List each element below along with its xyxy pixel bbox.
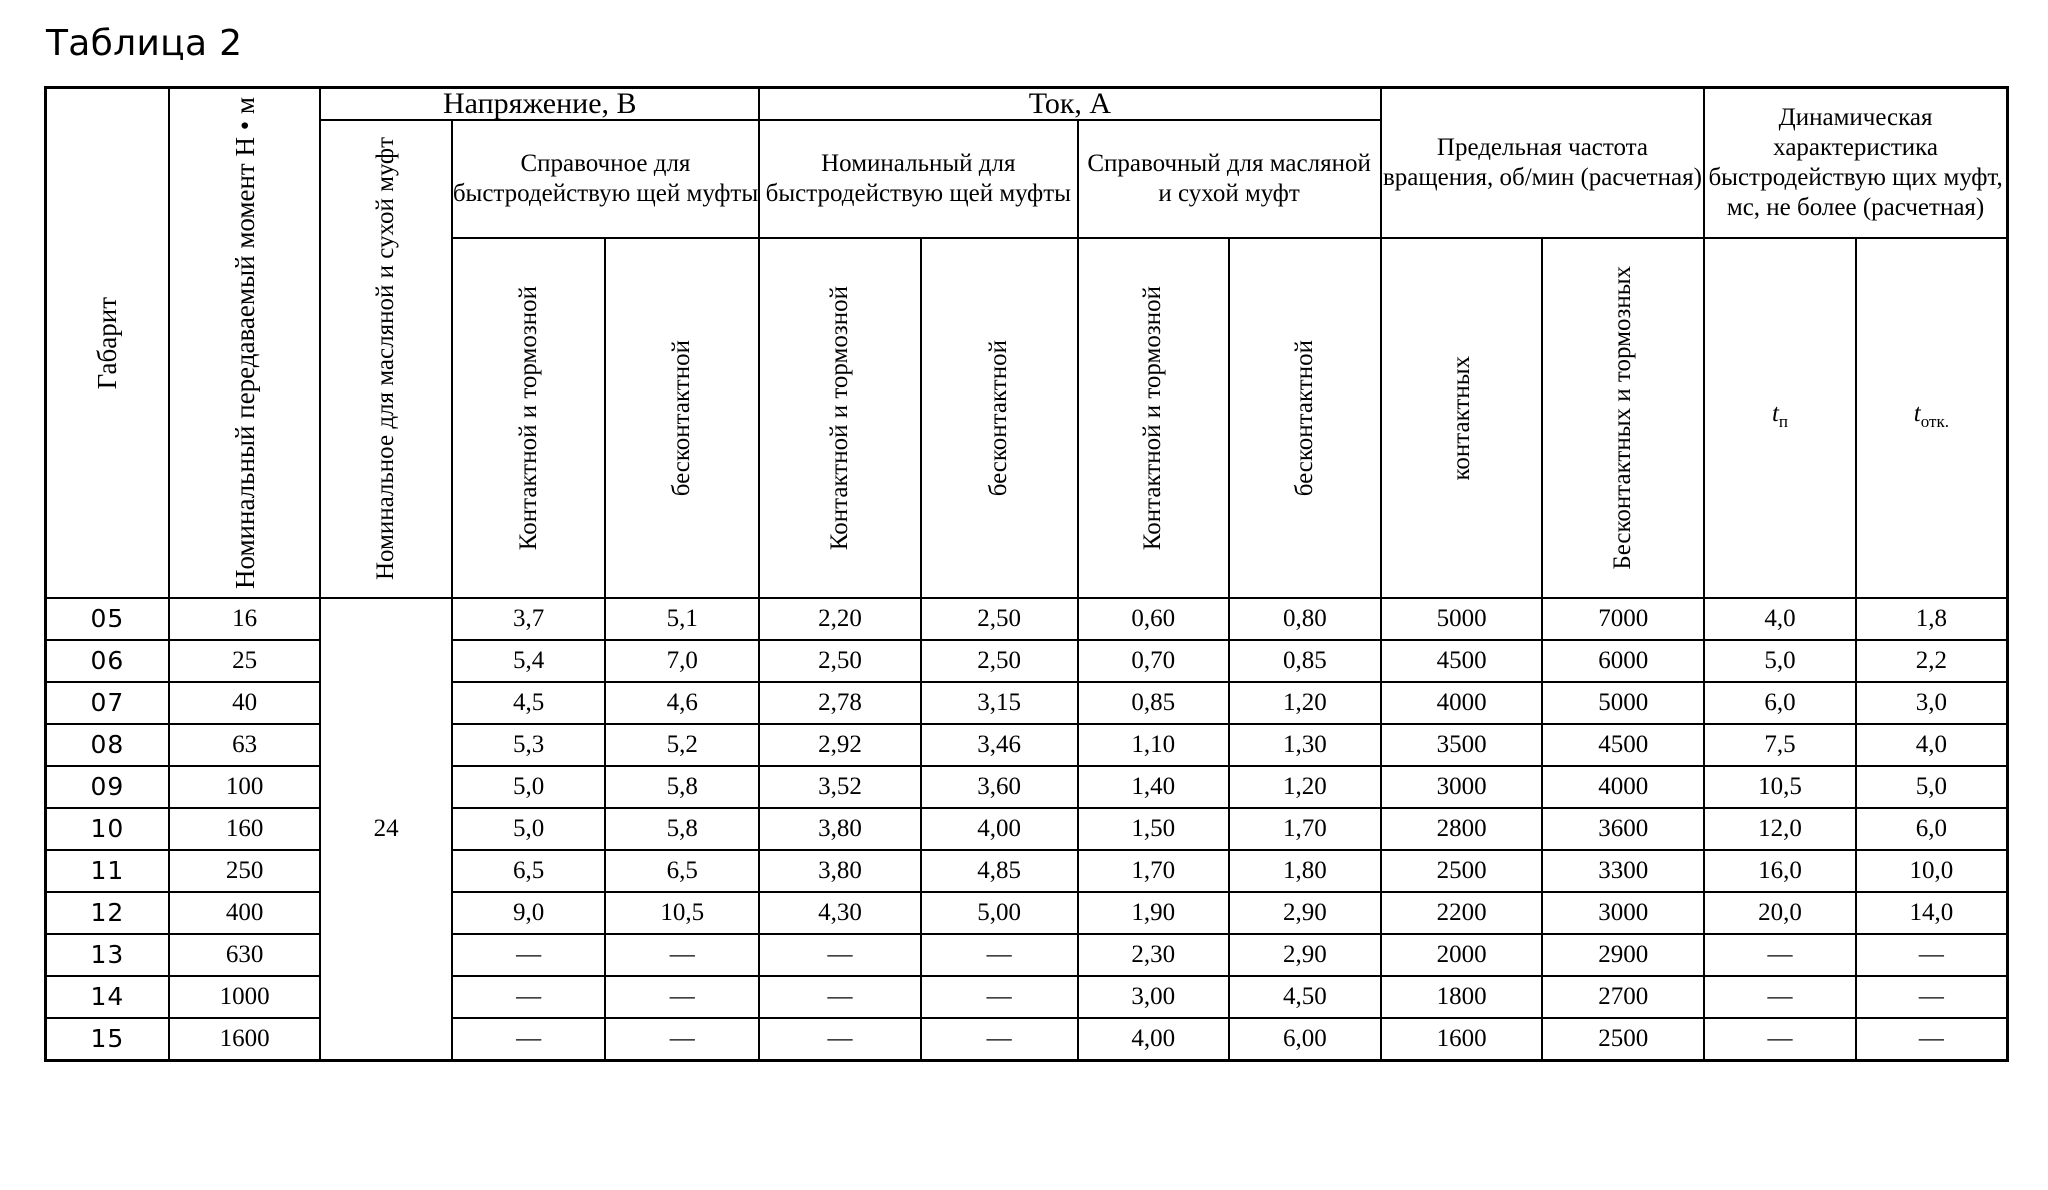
cell-current-reference-contact-brake: 0,60 (1078, 598, 1230, 640)
header-frequency-contact (1381, 238, 1543, 598)
cell-frequency-contactless: 2900 (1542, 934, 1704, 976)
cell-current-nominal-contact-brake: — (759, 976, 921, 1018)
cell-moment: 630 (169, 934, 321, 976)
cell-t-p: 4,0 (1704, 598, 1856, 640)
cell-current-nominal-contact-brake: 2,92 (759, 724, 921, 766)
header-t-otk-label: $t_{отк.}$ (1913, 399, 1949, 431)
cell-current-nominal-contactless: 4,00 (921, 808, 1078, 850)
header-dynamic-characteristic: Динамическая характеристика быстродействую щих муфт, мс, не более (расчетная) (1704, 88, 2007, 238)
cell-current-reference-contactless: 2,90 (1229, 934, 1381, 976)
cell-current-nominal-contact-brake: 2,20 (759, 598, 921, 640)
cell-moment: 160 (169, 808, 321, 850)
cell-t-otk: 2,2 (1856, 640, 2008, 682)
cell-current-reference-contact-brake: 3,00 (1078, 976, 1230, 1018)
cell-frequency-contact: 1800 (1381, 976, 1543, 1018)
header-current-reference-contactless-label: бесконтактной (1290, 339, 1318, 497)
cell-voltage-contactless: 5,8 (605, 766, 759, 808)
cell-voltage-contact-brake: — (452, 934, 606, 976)
cell-frequency-contact: 4000 (1381, 682, 1543, 724)
cell-current-reference-contact-brake: 0,70 (1078, 640, 1230, 682)
cell-t-otk: 1,8 (1856, 598, 2008, 640)
page-title: Таблица 2 (46, 23, 243, 64)
cell-current-nominal-contactless: 3,15 (921, 682, 1078, 724)
header-t-p (1704, 238, 1856, 598)
cell-current-nominal-contactless: 3,60 (921, 766, 1078, 808)
cell-current-nominal-contactless: — (921, 934, 1078, 976)
cell-current-nominal-contact-brake: 3,80 (759, 850, 921, 892)
cell-current-reference-contact-brake: 1,70 (1078, 850, 1230, 892)
cell-t-p: 16,0 (1704, 850, 1856, 892)
cell-t-otk: — (1856, 934, 2008, 976)
cell-t-p: 20,0 (1704, 892, 1856, 934)
cell-frequency-contactless: 6000 (1542, 640, 1704, 682)
header-voltage-reference-fast: Справочное для быстродействую щей муфты (452, 120, 759, 238)
cell-frequency-contact: 1600 (1381, 1018, 1543, 1061)
header-voltage-contactless (605, 238, 759, 598)
cell-voltage-contact-brake: 5,3 (452, 724, 606, 766)
cell-current-nominal-contact-brake: 2,78 (759, 682, 921, 724)
header-frequency-contact-label: контактных (1447, 355, 1475, 481)
header-current-reference-contact-brake (1078, 238, 1230, 598)
header-current-nominal-contactless (921, 238, 1078, 598)
cell-t-p: 10,5 (1704, 766, 1856, 808)
cell-frequency-contactless: 7000 (1542, 598, 1704, 640)
cell-current-reference-contactless: 1,30 (1229, 724, 1381, 766)
cell-frequency-contact: 2000 (1381, 934, 1543, 976)
cell-voltage-contactless: 10,5 (605, 892, 759, 934)
cell-moment: 1600 (169, 1018, 321, 1061)
cell-t-p: 5,0 (1704, 640, 1856, 682)
cell-current-reference-contactless: 1,20 (1229, 682, 1381, 724)
cell-gabarit: 06 (46, 640, 169, 682)
cell-current-reference-contactless: 0,85 (1229, 640, 1381, 682)
cell-frequency-contactless: 2500 (1542, 1018, 1704, 1061)
cell-frequency-contact: 2500 (1381, 850, 1543, 892)
cell-current-reference-contactless: 4,50 (1229, 976, 1381, 1018)
cell-frequency-contactless: 4500 (1542, 724, 1704, 766)
header-voltage-contact-brake-label: Контактной и тормозной (514, 285, 542, 550)
cell-current-reference-contactless: 6,00 (1229, 1018, 1381, 1061)
cell-current-reference-contact-brake: 1,50 (1078, 808, 1230, 850)
cell-current-nominal-contact-brake: 3,52 (759, 766, 921, 808)
header-current-reference-oil-dry: Справочный для масляной и сухой муфт (1078, 120, 1381, 238)
cell-frequency-contact: 2200 (1381, 892, 1543, 934)
cell-t-p: — (1704, 1018, 1856, 1061)
header-voltage-contact-brake (452, 238, 606, 598)
cell-gabarit: 08 (46, 724, 169, 766)
cell-current-reference-contact-brake: 1,10 (1078, 724, 1230, 766)
cell-gabarit: 09 (46, 766, 169, 808)
header-nominal-moment-label: Номинальный передаваемый момент Н • м (229, 97, 260, 590)
cell-frequency-contact: 3500 (1381, 724, 1543, 766)
cell-moment: 250 (169, 850, 321, 892)
header-current-nominal-contactless-label: бесконтактной (985, 339, 1013, 497)
cell-frequency-contact: 5000 (1381, 598, 1543, 640)
cell-gabarit: 13 (46, 934, 169, 976)
cell-moment: 63 (169, 724, 321, 766)
cell-moment: 16 (169, 598, 321, 640)
cell-current-nominal-contactless: 4,85 (921, 850, 1078, 892)
cell-frequency-contactless: 2700 (1542, 976, 1704, 1018)
cell-current-nominal-contact-brake: 3,80 (759, 808, 921, 850)
cell-current-reference-contact-brake: 1,40 (1078, 766, 1230, 808)
cell-voltage-contactless: 5,1 (605, 598, 759, 640)
cell-current-reference-contactless: 2,90 (1229, 892, 1381, 934)
cell-t-otk: — (1856, 1018, 2008, 1061)
cell-voltage-contactless: 7,0 (605, 640, 759, 682)
header-current-reference-contactless (1229, 238, 1381, 598)
cell-moment: 25 (169, 640, 321, 682)
header-gabarit-label: Габарит (92, 296, 123, 390)
cell-voltage-contact-brake: 5,0 (452, 766, 606, 808)
header-voltage-contactless-label: бесконтактной (668, 339, 696, 497)
cell-frequency-contactless: 3300 (1542, 850, 1704, 892)
cell-moment: 1000 (169, 976, 321, 1018)
cell-current-reference-contact-brake: 0,85 (1078, 682, 1230, 724)
header-voltage-nominal-oil-dry-label: Номинальное для масляной и сухой муфт (372, 137, 400, 581)
cell-frequency-contactless: 5000 (1542, 682, 1704, 724)
cell-voltage-contactless: — (605, 976, 759, 1018)
cell-voltage-contact-brake: 9,0 (452, 892, 606, 934)
cell-t-otk: — (1856, 976, 2008, 1018)
cell-current-nominal-contactless: — (921, 1018, 1078, 1061)
header-gabarit (46, 88, 169, 599)
cell-voltage-contactless: 4,6 (605, 682, 759, 724)
cell-current-nominal-contactless: — (921, 976, 1078, 1018)
header-frequency-contactless-brake-label: Бесконтактных и тормозных (1609, 266, 1637, 570)
header-current-nominal-contact-brake-label: Контактной и тормозной (825, 285, 853, 550)
cell-voltage-contact-brake: 3,7 (452, 598, 606, 640)
cell-t-p: — (1704, 976, 1856, 1018)
cell-current-nominal-contactless: 5,00 (921, 892, 1078, 934)
cell-current-reference-contactless: 0,80 (1229, 598, 1381, 640)
header-current-reference-contact-brake-label: Контактной и тормозной (1139, 285, 1167, 550)
cell-voltage-contactless: 5,2 (605, 724, 759, 766)
cell-frequency-contactless: 4000 (1542, 766, 1704, 808)
cell-gabarit: 14 (46, 976, 169, 1018)
cell-voltage-nominal: 24 (320, 598, 451, 1061)
cell-voltage-contact-brake: — (452, 1018, 606, 1061)
cell-voltage-contactless: 6,5 (605, 850, 759, 892)
header-t-otk (1856, 238, 2008, 598)
cell-t-p: — (1704, 934, 1856, 976)
specification-table (44, 86, 2009, 1062)
cell-current-nominal-contactless: 2,50 (921, 640, 1078, 682)
cell-voltage-contactless: 5,8 (605, 808, 759, 850)
table-row (46, 598, 2008, 640)
cell-current-nominal-contact-brake: — (759, 1018, 921, 1061)
cell-current-nominal-contact-brake: — (759, 934, 921, 976)
cell-gabarit: 07 (46, 682, 169, 724)
cell-current-reference-contactless: 1,20 (1229, 766, 1381, 808)
cell-current-reference-contact-brake: 4,00 (1078, 1018, 1230, 1061)
cell-t-otk: 4,0 (1856, 724, 2008, 766)
table-body (46, 598, 2008, 1061)
cell-gabarit: 15 (46, 1018, 169, 1061)
header-frequency-contactless-brake (1542, 238, 1704, 598)
header-t-p-label: $t_п$ (1771, 399, 1788, 431)
cell-frequency-contact: 2800 (1381, 808, 1543, 850)
cell-t-p: 7,5 (1704, 724, 1856, 766)
cell-current-reference-contact-brake: 2,30 (1078, 934, 1230, 976)
header-voltage-group: Напряжение, В (320, 88, 759, 121)
header-row-groups (46, 88, 2008, 121)
cell-t-otk: 14,0 (1856, 892, 2008, 934)
cell-frequency-contact: 4500 (1381, 640, 1543, 682)
header-nominal-moment (169, 88, 321, 599)
cell-frequency-contactless: 3000 (1542, 892, 1704, 934)
cell-moment: 40 (169, 682, 321, 724)
cell-gabarit: 10 (46, 808, 169, 850)
table-header (46, 88, 2008, 599)
cell-t-otk: 3,0 (1856, 682, 2008, 724)
header-current-nominal-fast: Номинальный для быстродействую щей муфты (759, 120, 1077, 238)
cell-voltage-contact-brake: 4,5 (452, 682, 606, 724)
header-voltage-nominal-oil-dry (320, 120, 451, 598)
cell-gabarit: 12 (46, 892, 169, 934)
cell-gabarit: 11 (46, 850, 169, 892)
header-current-nominal-contact-brake (759, 238, 921, 598)
cell-voltage-contact-brake: — (452, 976, 606, 1018)
cell-frequency-contactless: 3600 (1542, 808, 1704, 850)
cell-t-otk: 5,0 (1856, 766, 2008, 808)
cell-current-reference-contact-brake: 1,90 (1078, 892, 1230, 934)
header-current-group: Ток, А (759, 88, 1381, 121)
cell-frequency-contact: 3000 (1381, 766, 1543, 808)
cell-current-nominal-contactless: 3,46 (921, 724, 1078, 766)
cell-current-reference-contactless: 1,70 (1229, 808, 1381, 850)
cell-moment: 400 (169, 892, 321, 934)
cell-current-nominal-contact-brake: 4,30 (759, 892, 921, 934)
cell-t-otk: 10,0 (1856, 850, 2008, 892)
header-limit-frequency: Предельная частота вращения, об/мин (расчетная) (1381, 88, 1704, 238)
cell-voltage-contact-brake: 5,0 (452, 808, 606, 850)
cell-current-nominal-contact-brake: 2,50 (759, 640, 921, 682)
cell-t-p: 12,0 (1704, 808, 1856, 850)
cell-t-p: 6,0 (1704, 682, 1856, 724)
cell-current-nominal-contactless: 2,50 (921, 598, 1078, 640)
cell-voltage-contactless: — (605, 934, 759, 976)
cell-gabarit: 05 (46, 598, 169, 640)
cell-voltage-contactless: — (605, 1018, 759, 1061)
cell-voltage-contact-brake: 5,4 (452, 640, 606, 682)
cell-moment: 100 (169, 766, 321, 808)
cell-voltage-contact-brake: 6,5 (452, 850, 606, 892)
cell-t-otk: 6,0 (1856, 808, 2008, 850)
cell-current-reference-contactless: 1,80 (1229, 850, 1381, 892)
